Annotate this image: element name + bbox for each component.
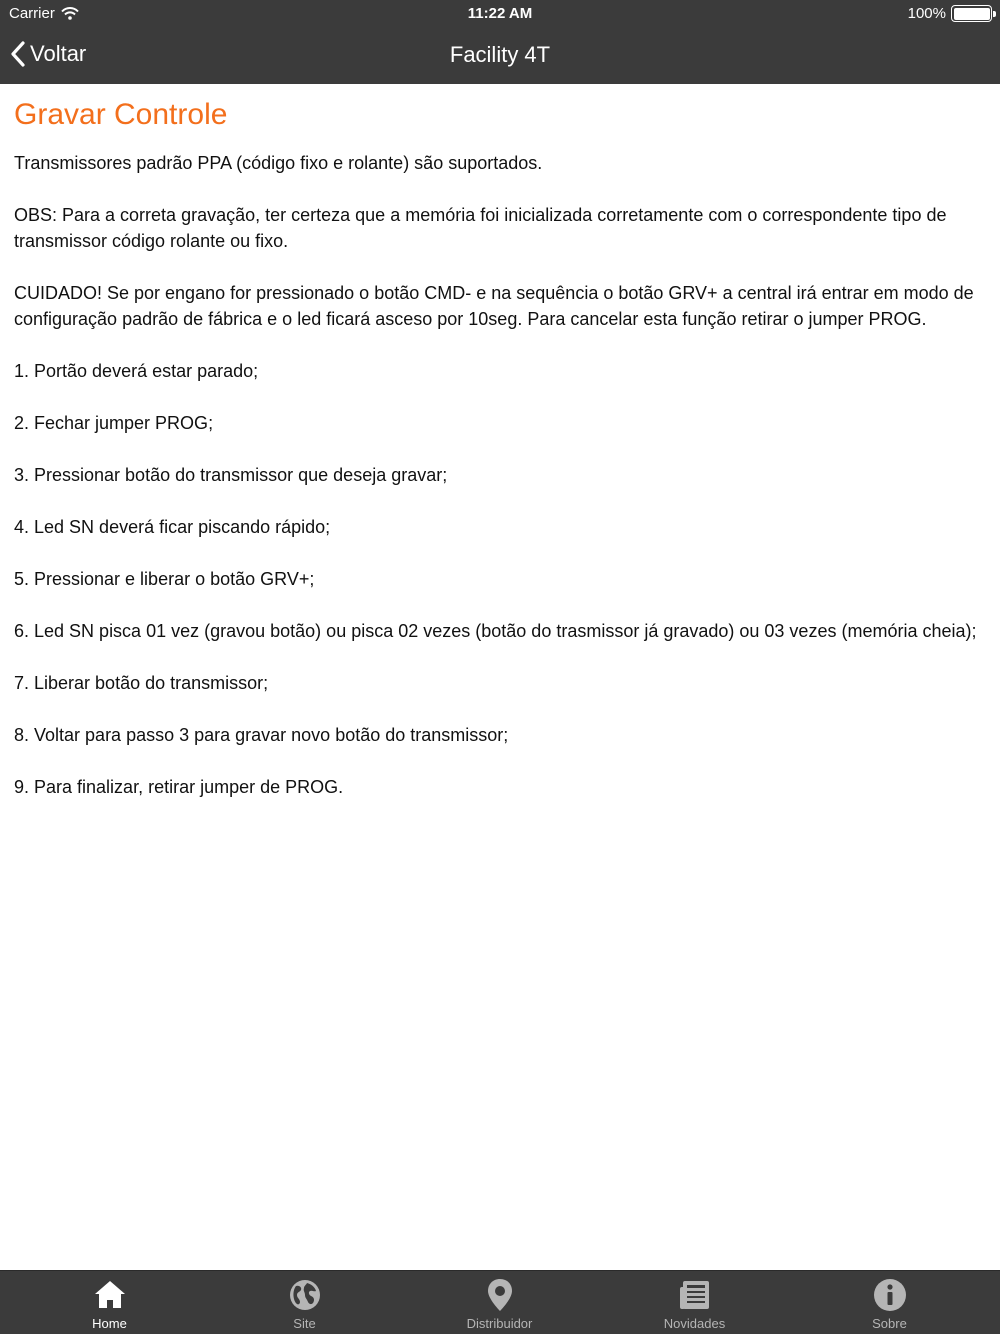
map-pin-icon bbox=[482, 1277, 518, 1313]
home-icon bbox=[92, 1277, 128, 1313]
tab-site[interactable] bbox=[207, 1271, 402, 1334]
step-8: 8. Voltar para passo 3 para gravar novo botão do transmissor; bbox=[14, 725, 509, 745]
back-label: Voltar bbox=[30, 41, 87, 66]
step-2: 2. Fechar jumper PROG; bbox=[14, 413, 214, 433]
info-icon bbox=[872, 1277, 908, 1313]
content-area bbox=[14, 98, 989, 826]
tab-distribuidor[interactable] bbox=[402, 1271, 597, 1334]
status-battery bbox=[908, 5, 992, 22]
nav-bar bbox=[0, 28, 1000, 84]
newspaper-icon bbox=[677, 1277, 713, 1313]
battery-percent: 100% bbox=[907, 5, 946, 22]
step-6: 6. Led SN pisca 01 vez (gravou botão) ou pisca 02 vezes (botão do trasmissor já gravado) ou 03 vezes (memória cheia); bbox=[14, 621, 977, 641]
step-3: 3. Pressionar botão do transmissor que deseja gravar; bbox=[14, 465, 448, 485]
battery-icon bbox=[951, 5, 992, 22]
carrier-label: Carrier bbox=[9, 5, 55, 22]
tab-novidades[interactable] bbox=[597, 1271, 792, 1334]
tab-novidades-label: Novidades bbox=[663, 1316, 726, 1331]
status-bar bbox=[0, 0, 1000, 28]
page-title: Gravar Controle bbox=[14, 98, 228, 131]
step-5: 5. Pressionar e liberar o botão GRV+; bbox=[14, 569, 315, 589]
intro-paragraph: Transmissores padrão PPA (código fixo e rolante) são suportados. bbox=[14, 153, 543, 173]
top-bar bbox=[0, 0, 1000, 84]
tab-bar bbox=[0, 1270, 1000, 1334]
globe-icon bbox=[287, 1277, 323, 1313]
tab-sobre-label: Sobre bbox=[872, 1316, 907, 1331]
step-7: 7. Liberar botão do transmissor; bbox=[14, 673, 269, 693]
page-header-title: Facility 4T bbox=[449, 42, 551, 67]
tab-distribuidor-label: Distribuidor bbox=[466, 1316, 533, 1331]
status-time: 11:22 AM bbox=[467, 5, 533, 22]
step-4: 4. Led SN deverá ficar piscando rápido; bbox=[14, 517, 331, 537]
tab-sobre[interactable] bbox=[792, 1271, 987, 1334]
warning-paragraph: CUIDADO! Se por engano for pressionado o botão CMD- e na sequência o botão GRV+ a central irá entrar em modo de configuração padrão de fábrica e o led ficará asceso por 10seg. Para cancelar esta função retirar o jumper PROG. bbox=[14, 283, 974, 329]
step-1: 1. Portão deverá estar parado; bbox=[14, 361, 259, 381]
obs-paragraph: OBS: Para a correta gravação, ter certeza que a memória foi inicializada corretamente com o correspondente tipo de transmissor código rolante ou fixo. bbox=[14, 205, 947, 251]
tab-site-label: Site bbox=[293, 1316, 316, 1331]
tab-home-label: Home bbox=[92, 1316, 127, 1331]
step-9: 9. Para finalizar, retirar jumper de PROG. bbox=[14, 777, 344, 797]
tab-home[interactable] bbox=[12, 1271, 207, 1334]
